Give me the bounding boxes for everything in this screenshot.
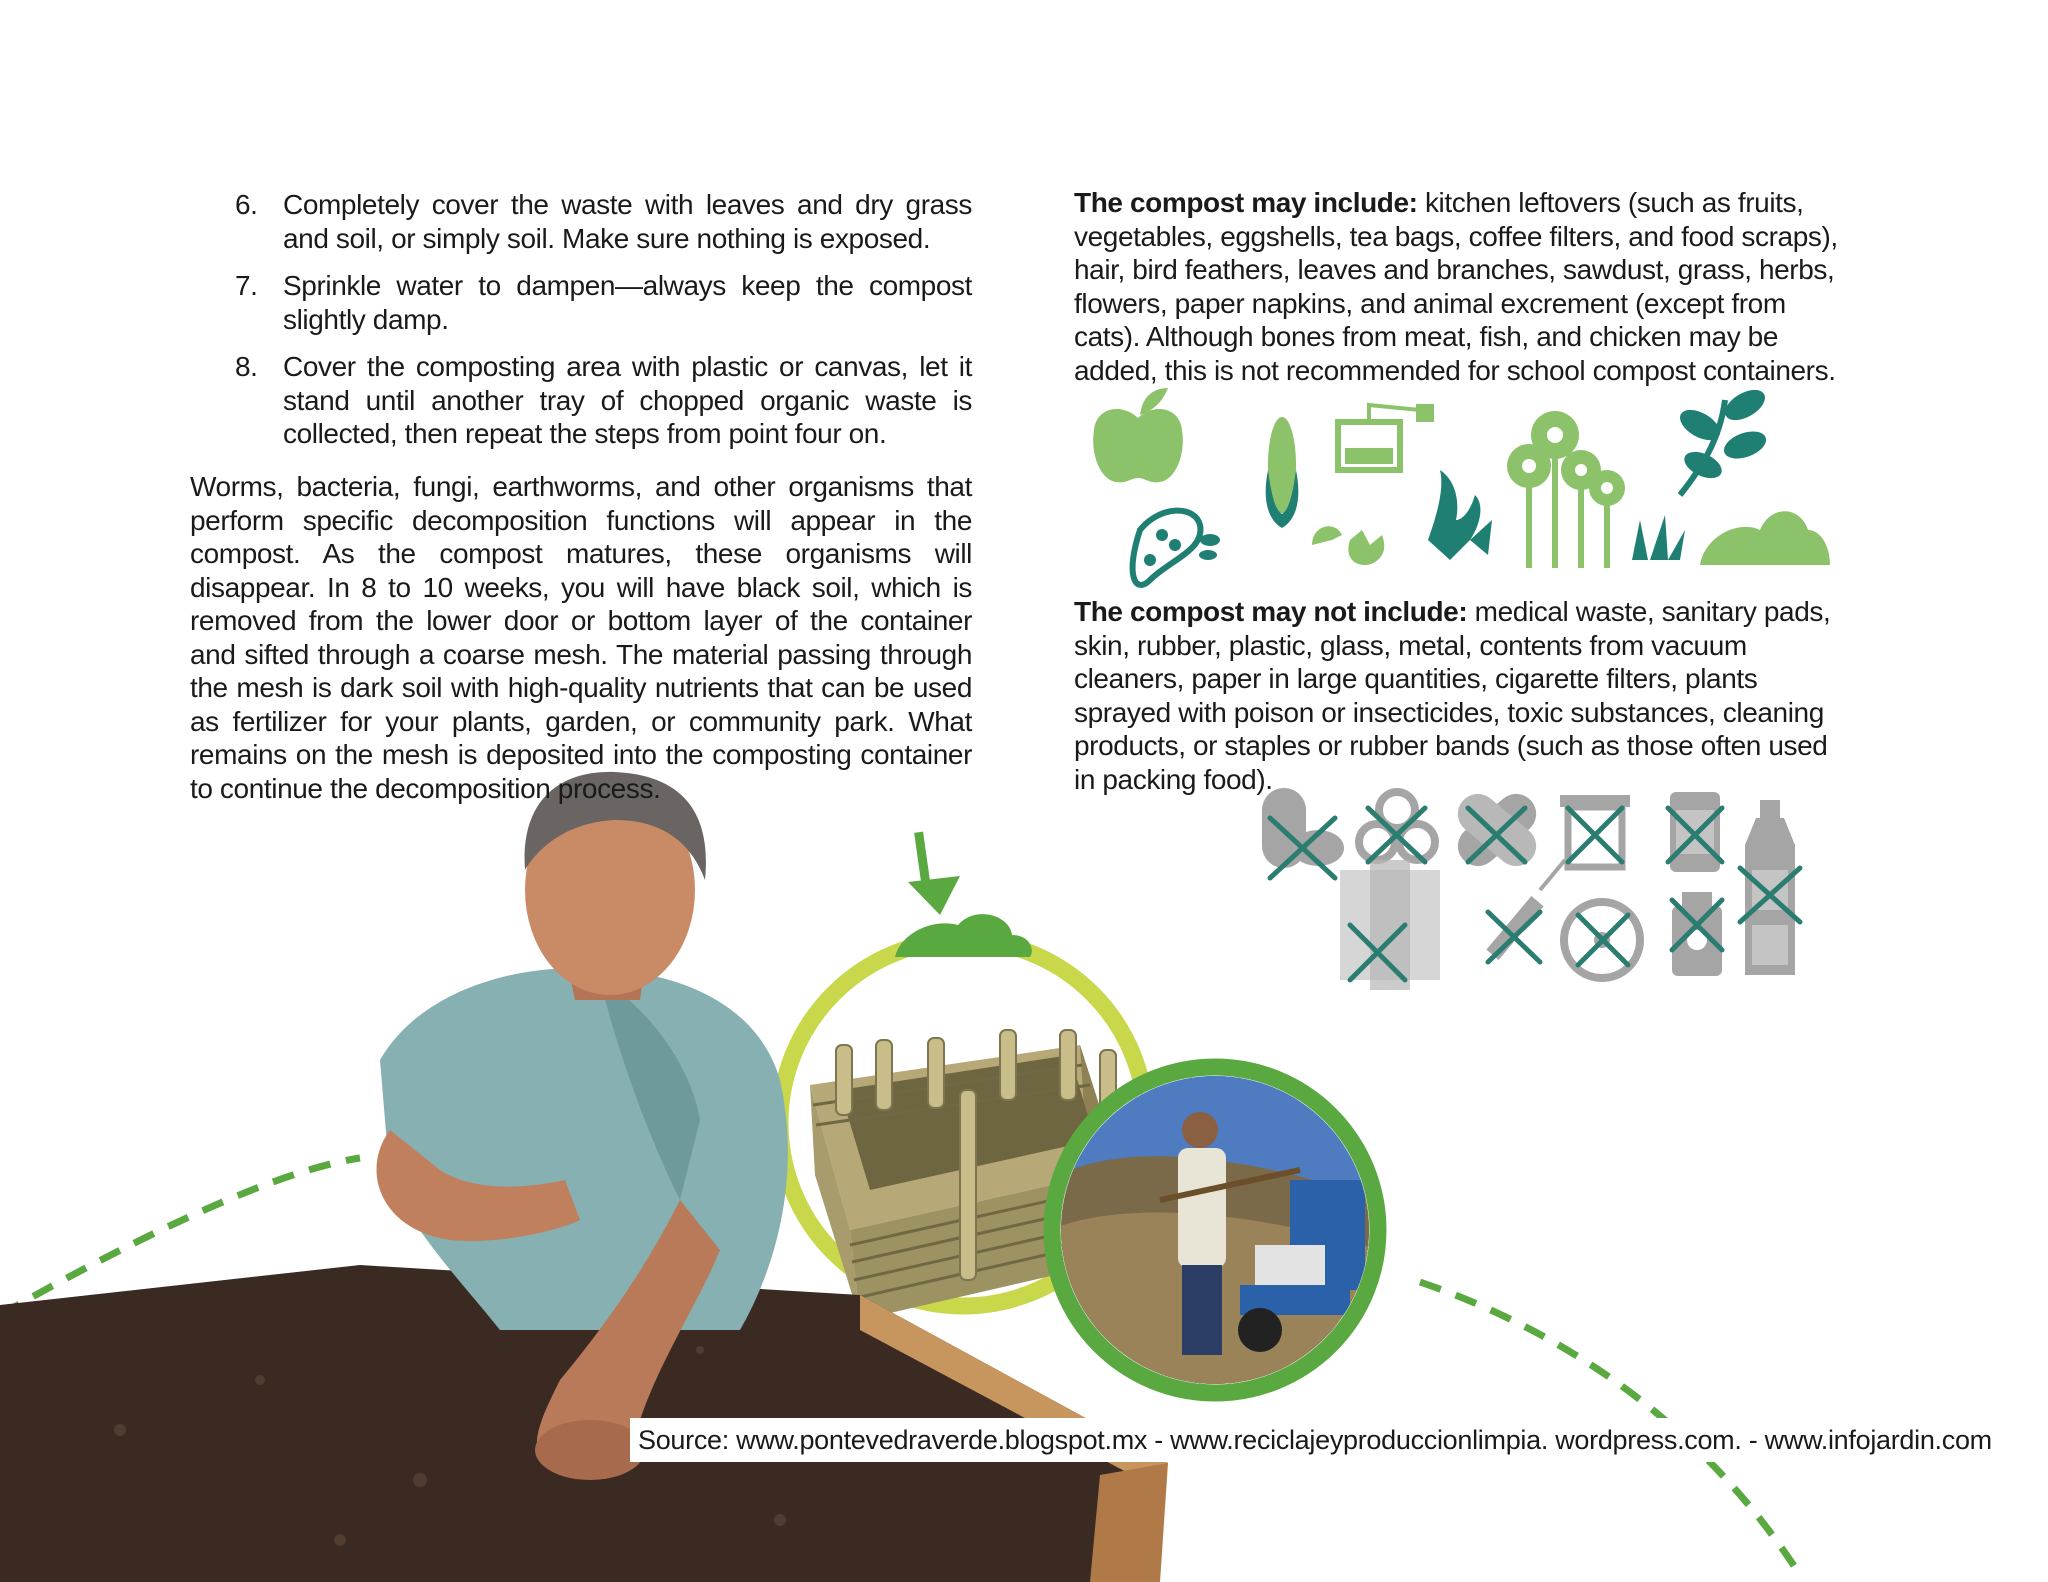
step-text: Sprinkle water to dampen—always keep the compost slightly damp. bbox=[283, 270, 972, 335]
step-item bbox=[230, 269, 972, 336]
may-not-include-lead: The compost may not include: bbox=[1074, 596, 1468, 627]
biohazard-icon bbox=[1359, 792, 1435, 860]
may-not-include-paragraph bbox=[1074, 595, 1854, 796]
step-number: 8. bbox=[235, 351, 258, 382]
step-number: 7. bbox=[235, 270, 258, 301]
bandage-icon bbox=[1450, 786, 1545, 874]
may-include-text: kitchen leftovers (such as fruits, vegetables, eggshells, tea bags, coffee filters, and food scraps), hair, bird feathers, leaves and branches, sawdust, grass, herbs, flowers, paper napkins, and animal excrement (except from cats). Although bones from meat, fish, and chicken may be added, this is not recommended for school compost containers. bbox=[1074, 187, 1838, 386]
pill-icon bbox=[1262, 788, 1344, 868]
step-item bbox=[230, 350, 972, 451]
may-include-paragraph bbox=[1074, 186, 1854, 387]
step-number: 6. bbox=[235, 189, 258, 220]
plastic-bottle-icon bbox=[1745, 800, 1795, 975]
source-caption: Source: www.pontevedraverde.blogspot.mx - www.reciclajeyproduccionlimpia. wordpress.com. - www.infojardin.com bbox=[630, 1418, 2000, 1462]
step-text: Completely cover the waste with leaves and dry grass and soil, or simply soil. Make sure nothing is exposed. bbox=[283, 189, 972, 254]
step-item bbox=[230, 188, 972, 255]
may-not-include-text: medical waste, sanitary pads, skin, rubber, plastic, glass, metal, contents from vacuum cleaners, paper in large quantities, cigarette filters, plants sprayed with poison or insecticides, toxic substances, cleaning products, or staples or rubber bands (such as those often used in packing food). bbox=[1074, 596, 1831, 795]
steps-list bbox=[230, 188, 972, 465]
fabric-icon bbox=[1340, 860, 1440, 990]
decomposition-paragraph: Worms, bacteria, fungi, earthworms, and other organisms that perform specific decomposition functions will appear in the compost. As the compost matures, these organisms will disappear. In 8 to 10 weeks, you will have black soil, which is removed from the lower door or bottom layer of the container and sifted through a coarse mesh. The material passing through the mesh is dark soil with high-quality nutrients that can be used as fertilizer for your plants, garden, or community park. What remains on the mesh is deposited into the composting container to continue the decomposition process. bbox=[190, 471, 972, 804]
may-include-lead: The compost may include: bbox=[1074, 187, 1418, 218]
step-text: Cover the composting area with plastic or canvas, let it stand until another tray of chopped organic waste is collected, then repeat the steps from point four on. bbox=[283, 351, 972, 449]
